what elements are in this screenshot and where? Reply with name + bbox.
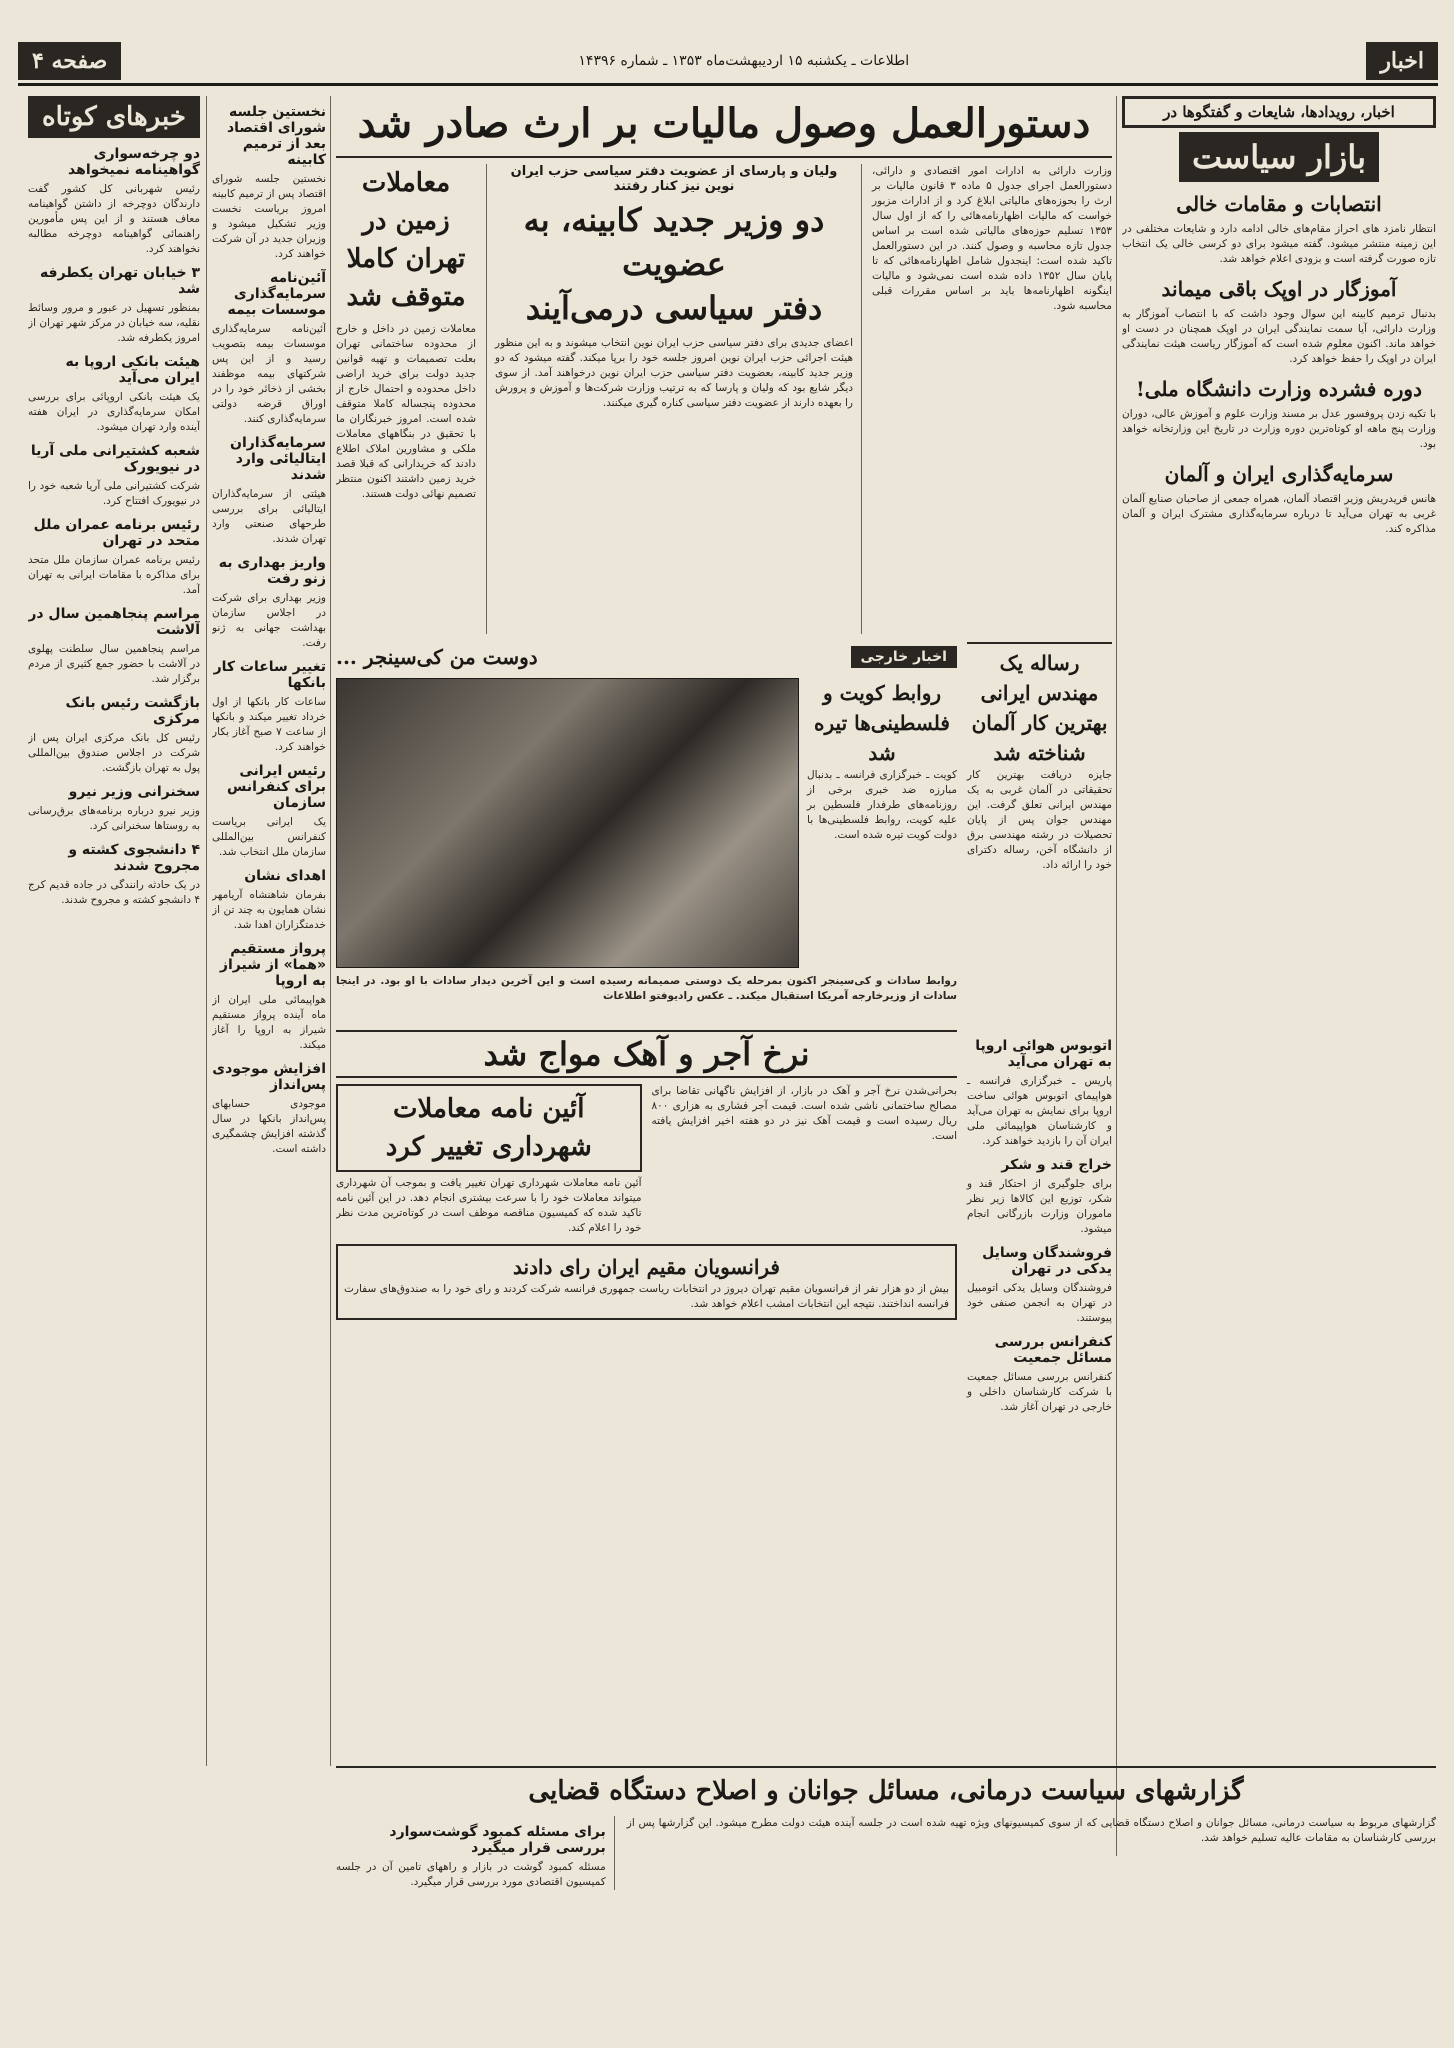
news-item-headline: پرواز مستقیم «هما» از شیراز به اروپا [219,941,326,989]
french-voters-box [336,1244,957,1320]
news-item [212,104,326,262]
foreign-photo-story [336,642,957,1022]
cabinet-body: اعضای جدیدی برای دفتر سیاسی حزب ایران نوین انتخاب میشوند و به این منظور هیئت اجرائی حزب ایران نوین امروز جلسه خود را برپا میکند. گفته میشود که دو وزیر جدید کابینه، بعضویت دفتر سیاسی حزب ایران نوین درخواهند آمد. از سوی دیگر شایع بود که ولیان و پارسا که به ترتیب وزارت شرکت‌ها و آموزش و پرورش را بعهده دارند از عضویت دفتر سیاسی کناره گیری میکنند. [495,337,853,409]
engineer-and-land-cont [967,642,1112,1022]
engineer-body: جایزه دریافت بهترین کار تحقیقاتی در آلمان غربی به یک مهندس ایرانی تعلق گرفت. این مهندس جوان پس از پایان تحصیلات در رشته مهندسی برق از دانشگاه آخن، رساله دکترای خود را ارائه داد. [967,769,1112,871]
news-item-body: وزیر نیرو درباره برنامه‌های برق‌رسانی به روستاها سخنرانی کرد. [28,805,200,832]
news-item [212,659,326,755]
bricks-story [652,1084,958,1236]
foreign-news-tag: اخبار خارجی [851,646,957,668]
news-item [212,435,326,547]
news-item [1122,277,1436,367]
news-item-headline: فروشندگان وسایل یدکی در تهران [982,1245,1112,1277]
news-item-headline: اتوبوس هوائی اروپا به تهران می‌آید [975,1038,1112,1070]
foreign-header [336,642,957,672]
foreign-title: دوست من کی‌سینجر ... [336,645,538,669]
news-item [212,868,326,933]
news-item-body: هواپیمائی ملی ایران از ماه آینده پرواز مستقیم شیراز به اروپا را آغاز میکند. [212,994,326,1051]
section-label: اخبار [1366,42,1438,80]
news-item [1122,462,1436,537]
news-item [212,1061,326,1157]
bricks-and-municipal [336,1030,957,1423]
news-item-body: هیئتی از سرمایه‌گذاران ایتالیائی برای بررسی طرحهای صنعتی وارد تهران شدند. [212,488,326,545]
main-headline: دستورالعمل وصول مالیات بر ارث صادر شد [357,100,1091,147]
news-item-headline: رئیس ایرانی برای کنفرانس سازمان [227,763,326,811]
news-item [28,265,200,346]
news-item [212,763,326,860]
news-item-headline: دوره فشرده وزارت دانشگاه ملی! [1135,377,1422,401]
news-item-headline: اهدای نشان [244,868,326,884]
news-item-body: بفرمان شاهنشاه آریامهر نشان همایون به چند تن از خدمتگزاران اهدا شد. [212,889,326,931]
news-item [28,842,200,908]
short-news-title: خبرهای کوتاه [28,96,200,138]
column-divider [1116,96,1117,1856]
news-item-body: فروشندگان وسایل یدکی اتومبیل در تهران به انجمن صنفی خود پیوستند. [967,1282,1112,1324]
news-item-headline: سرمایه‌گذاران ایتالیائی وارد شدند [230,435,326,483]
news-item-body: انتظار نامزد های احراز مقام‌های خالی ادامه دارد و شایعات مختلفی در این زمینه منتشر میشود. گفته میشود برای دو کرسی خالی یک انتخاب تازه صورت گرفته است و بزودی اعلام خواهد شد. [1122,223,1436,265]
news-item-headline: تغییر ساعات کار بانکها [213,659,326,691]
bottom-body: گزارشهای مربوط به سیاست درمانی، مسائل جوانان و اصلاح دستگاه قضایی که از سوی کمیسیونهای ویژه تهیه شده است در جلسه آینده هیئت دولت مطرح میشود. این گزارشها پس از بررسی کارشناسان به مقامات عالیه تسلیم خواهد شد. [626,1817,1436,1844]
news-item [28,517,200,598]
main-story-body: وزارت دارائی به ادارات امور اقتصادی و دارائی، دستورالعمل اجرای جدول ۵ ماده ۳ قانون مالیات بر ارث را بحوزه‌های مالیاتی ابلاغ کرد و از ادارات مزبور خواست که مالیات اظهارنامه‌هائی را که از اول سال ۱۳۵۳ تسلیم حوزه‌های مالیاتی شده است بر اساس جدول تازه محاسبه و وصول کنند. در این دستورالعمل تاکید شده است: اینجدول شامل اظهارنامه‌هائی که تا پایان سال ۱۳۵۲ داده شده است نمی‌شود و مالیات اینگونه اظهارنامه‌ها باید بر اساس مقررات قبلی محاسبه شود. [872,165,1112,312]
top-stories-row [336,164,1112,634]
kuwait-headline: روابط کویت و فلسطینی‌ها تیره شد [814,681,950,765]
bottom-body-row [336,1816,1436,1890]
news-item-body: مراسم پنجاهمین سال سلطنت پهلوی در آلاشت با حضور جمع کثیری از مردم برگزار شد. [28,643,200,685]
news-item-headline: هیئت بانکی اروپا به ایران می‌آید [65,354,200,386]
short-news-column [28,96,200,2016]
news-item [28,695,200,776]
news-item [967,1038,1112,1149]
news-item-body: رئیس شهربانی کل کشور گفت دارندگان دوچرخه از داشتن گواهینامه معاف هستند و از این پس مأمورین راهنمائی گواهینامه دوچرخه مطالبه نخواهند کرد. [28,183,200,255]
land-story [336,164,476,634]
french-body: بیش از دو هزار نفر از فرانسویان مقیم تهران دیروز در انتخابات ریاست جمهوری فرانسه شرکت کردند و رای خود را به صندوق‌های سفارت فرانسه انداختند. نتیجه این انتخابات امشب اعلام خواهد شد. [344,1283,949,1310]
brief-news-column [212,96,326,1756]
column-divider [206,96,207,1766]
bottom-band [336,1772,1436,2028]
news-item [28,354,200,435]
news-item-headline: کنفرانس بررسی مسائل جمعیت [994,1334,1112,1366]
news-item-body: موجودی حسابهای پس‌انداز بانکها در سال گذشته افزایش چشمگیری داشته است. [212,1098,326,1155]
bazaar-siasat-column [1122,96,1436,1856]
short-news-list [28,146,200,908]
news-item-body: رئیس برنامه عمران سازمان ملل متحد برای مذاکره با مقامات ایرانی به تهران آمد. [28,554,200,596]
news-item [1122,192,1436,267]
news-item [967,1334,1112,1415]
cabinet-story [486,164,862,634]
headline-rule [336,156,1112,158]
bricks-headline: نرخ آجر و آهک مواج شد [336,1030,957,1078]
news-item [967,1157,1112,1237]
news-item [28,146,200,257]
page-number: صفحه ۴ [18,42,121,80]
photo-caption: روابط سادات و کی‌سینجر اکنون بمرحله یک دوستی صمیمانه رسیده است و این آخرین دیدار سادات با او بود. در اینجا سادات از وزیرخارجه آمریکا استقبال میکند. ـ عکس رادیوفتو اطلاعات [336,975,957,1002]
news-item [28,443,200,509]
news-item-headline: افزایش موجودی پس‌انداز [212,1061,326,1093]
news-item-body: هانس فریدریش وزیر اقتصاد آلمان، همراه جمعی از صاحبان صنایع آلمان غربی به تهران می‌آید تا درباره سرمایه‌گذاری مشترک ایران و آلمان مذاکره کند. [1122,493,1436,535]
news-item-headline: سرمایه‌گذاری ایران و آلمان [1164,462,1394,486]
meat-headline: برای مسئله کمبود گوشت‌سوارد بررسی قرار میگیرد [389,1824,606,1856]
news-item-headline: ۳ خیابان تهران یکطرفه شد [39,265,200,297]
photo-frame [336,678,799,968]
middle-right-list [967,1038,1112,1415]
middle-stories-row [336,642,1112,1022]
bazaar-banner: اخبار، رویدادها، شایعات و گفتگوها در [1122,96,1436,128]
news-item-headline: سخنرانی وزیر نیرو [68,784,200,800]
masthead-bar [18,38,1438,86]
cabinet-headline-line2: دفتر سیاسی درمی‌آیند [525,289,823,327]
news-item [967,1245,1112,1326]
news-item-body: بمنظور تسهیل در عبور و مرور وسائط نقلیه، سه خیابان در مرکز شهر تهران از امروز یکطرفه شد. [28,302,200,344]
bottom-rule [336,1766,1436,1768]
news-item [212,555,326,651]
news-item-body: پاریس ـ خبرگزاری فرانسه ـ هواپیمای اتوبوس هوائی ساخت اروپا برای نمایش به تهران می‌آید و کارشناسان هواپیمائی ملی ایران آن را بازدید خواهند کرد. [967,1075,1112,1147]
bricks-body: بحرانی‌شدن نرخ آجر و آهک در بازار، از افزایش ناگهانی تقاضا برای مصالح ساختمانی ناشی شده است. قیمت آجر فشاری به هزاری ۸۰۰ ریال رسیده است و قیمت آهک نیز در دو هفته اخیر افزایش یافته است. [651,1085,957,1142]
municipal-story [336,1084,642,1236]
meat-body: مسئله کمبود گوشت در بازار و راههای تامین آن در جلسه کمیسیون اقتصادی مورد بررسی قرار میگیرد. [336,1861,606,1888]
land-body: معاملات زمین در داخل و خارج از محدوده ساختمانی تهران بعلت تصمیمات و تهیه قوانین جدید دولت برای خرید اراضی داخل محدوده و احتمال خارج از محدوده پنجساله کاملا متوقف شده است. امروز خبرنگاران ما با تحقیق در بنگاههای معاملات ملکی و مشاورین املاک اطلاع دادند که خریدارانی که قبلا قصد خرید زمین داشتند اکنون منتظر تصمیم نهائی دولت هستند. [336,323,476,500]
news-item-body: یک هیئت بانکی اروپائی برای بررسی امکان سرمایه‌گذاری در ایران هفته آینده وارد تهران میشود. [28,391,200,433]
news-item-body: در یک حادثه رانندگی در جاده قدیم کرج ۴ دانشجو کشته و مجروح شدند. [28,879,200,906]
bottom-headline: گزارشهای سیاست درمانی، مسائل جوانان و اصلاح دستگاه قضایی [528,1776,1244,1806]
news-item-headline: نخستین جلسه شورای اقتصاد بعد از ترمیم کابینه [226,104,326,168]
brief-news-list [212,104,326,1157]
municipal-body: آئین نامه معاملات شهرداری تهران تغییر یافت و بموجب آن شهرداری میتواند معاملات خود را با سرعت بیشتری انجام دهد. در این آئین نامه تاکید شده که کمیسیون مناقصه موظف است در کوتاه‌ترین مدت نظر خود را اعلام کند. [336,1177,642,1234]
cabinet-kicker: ولیان و پارسای از عضویت دفتر سیاسی حزب ایران نوین نیز کنار رفتند [510,164,838,194]
news-item-body: وزیر بهداری برای شرکت در اجلاس سازمان بهداشت جهانی به ژنو رفت. [212,592,326,649]
column-divider [330,96,331,1766]
news-item-body: یک ایرانی بریاست کنفرانس بین‌المللی سازمان ملل انتخاب شد. [212,816,326,858]
news-item-body: بدنبال ترمیم کابینه این سوال وجود داشت که با انتصاب آموزگار به وزارت دارائی، آیا سمت نمایندگی ایران در اوپک همچنان در دست او خواهد ماند. اکنون معلوم شده است که آموزگار ریاست هیئت نمایندگی ایران در اوپک را حفظ خواهد کرد. [1122,308,1436,365]
inheritance-tax-story [872,164,1112,634]
lower-stories-row [336,1030,1112,1423]
news-item-body: ساعات کار بانکها از اول خرداد تغییر میکند و بانکها از ساعت ۷ صبح آغاز بکار خواهند کرد. [212,696,326,753]
news-item [212,941,326,1053]
kuwait-story [807,678,957,968]
news-item-headline: خراج قند و شکر [1001,1157,1112,1173]
news-item [28,606,200,687]
news-item-body: رئیس کل بانک مرکزی ایران پس از شرکت در اجلاس صندوق بین‌المللی پول به تهران بازگشت. [28,732,200,774]
cabinet-headline-line1: دو وزیر جدید کابینه، به عضویت [523,201,825,283]
meat-story [336,1816,615,1890]
bazaar-sections [1122,192,1436,537]
french-headline: فرانسویان مقیم ایران رای دادند [513,1255,780,1279]
news-item-body: با تکیه زدن پروفسور عدل بر مسند وزارت علوم و آموزش عالی، دوران وزارت پنج ماهه او کوتاه‌ترین دوره وزارت در تاریخ این وزارتخانه خواهد بود. [1122,408,1436,450]
center-area [336,96,1112,1756]
news-item-body: برای جلوگیری از احتکار قند و شکر، توزیع این کالاها زیر نظر ماموران وزارت بازرگانی انجام میشود. [967,1178,1112,1235]
news-item-headline: دو چرخه‌سواری گواهینامه نمیخواهد [68,146,200,178]
news-item [28,784,200,834]
middle-right-briefs [967,1030,1112,1423]
news-item-headline: واریز بهداری به زنو رفت [218,555,326,587]
kuwait-body: کویت ـ خبرگزاری فرانسه ـ بدنبال مبارزه ضد خبری برخی از روزنامه‌های طرفدار فلسطین بر علیه کویت، روابط فلسطینی‌ها با دولت کویت تیره شده است. [807,769,957,841]
issue-date-line: اطلاعات ـ یکشنبه ۱۵ اردیبهشت‌ماه ۱۳۵۳ ـ شماره ۱۴۳۹۶ [578,52,910,69]
news-item-headline: انتصابات و مقامات خالی [1176,192,1382,216]
news-item [1122,377,1436,452]
news-item-headline: بازگشت رئیس بانک مرکزی [65,695,200,727]
news-item [212,270,326,427]
bricks-municipal-row [336,1084,957,1236]
news-item-headline: مراسم پنجاهمین سال در آلاشت [28,606,200,638]
news-item-headline: ۴ دانشجوی کشته و مجروح شدند [68,842,200,874]
municipal-headline: آئین نامه معاملات شهرداری تغییر کرد [336,1084,642,1172]
sadat-kissinger-photo [336,678,799,968]
bazaar-title: بازار سیاست [1179,132,1379,182]
news-item-body: آئین‌نامه سرمایه‌گذاری موسسات بیمه بتصویب رسید و از این پس شرکتهای بیمه موظفند بخشی از ذخائر خود را در اوراق قرضه دولتی سرمایه‌گذاری کنند. [212,323,326,425]
news-item-body: نخستین جلسه شورای اقتصاد پس از ترمیم کابینه امروز بریاست نخست وزیر تشکیل میشود و وزیران جدید در آن شرکت خواهند کرد. [212,173,326,260]
news-item-headline: رئیس برنامه عمران ملل متحد در تهران [33,517,200,549]
news-item-headline: شعبه کشتیرانی ملی آریا در نیویورک [30,443,200,475]
foreign-body-row [336,678,957,968]
news-item-body: شرکت کشتیرانی ملی آریا شعبه خود را در نیویورک افتتاح کرد. [28,480,200,507]
engineer-headline: رساله یک مهندس ایرانی بهترین کار آلمان شناخته شد [967,642,1112,768]
news-item-body: کنفرانس بررسی مسائل جمعیت با شرکت کارشناسان داخلی و خارجی در تهران آغاز شد. [967,1371,1112,1413]
news-item-headline: آئین‌نامه سرمایه‌گذاری موسسات بیمه [227,270,326,318]
land-headline: معاملات زمین در تهران کاملا متوقف شد [346,168,466,312]
news-item-headline: آموزگار در اوپک باقی میماند [1161,277,1397,301]
